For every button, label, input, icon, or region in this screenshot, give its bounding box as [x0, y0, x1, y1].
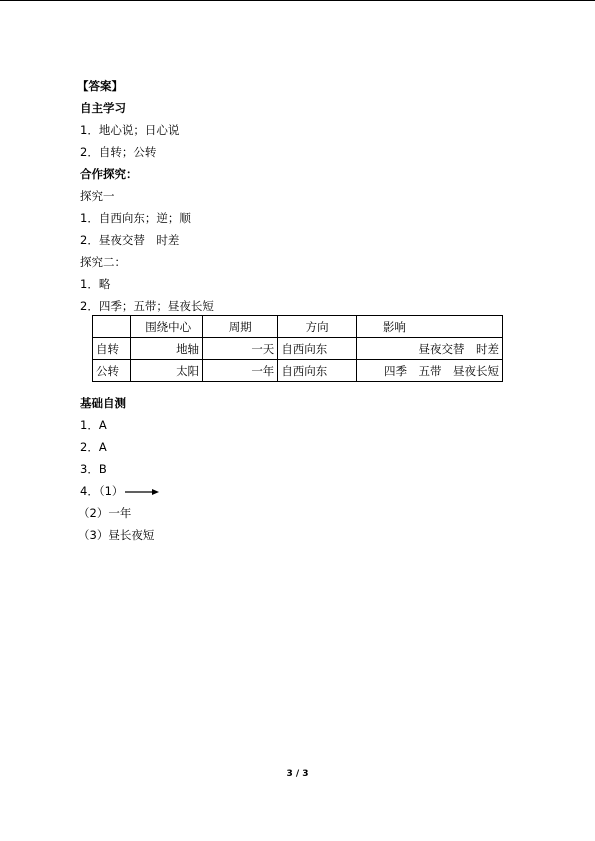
self-study-item: 1．地心说；日心说: [80, 123, 180, 137]
page-number: 3 / 3: [286, 769, 309, 779]
answer-heading: 【答案】: [77, 79, 123, 93]
basic-test-title: 基础自测: [80, 396, 126, 410]
basic-test-item: 2．A: [80, 440, 107, 454]
self-study-item: 2．自转；公转: [80, 145, 157, 159]
basic-test-item: （3）昼长夜短: [78, 528, 155, 542]
table-header-row: [93, 316, 503, 338]
table-cell: 一天: [203, 338, 278, 360]
table-header-cell: [93, 316, 131, 338]
self-study-title: 自主学习: [80, 101, 126, 115]
table-cell: 四季 五带 昼夜长短: [356, 360, 502, 382]
table-cell: 自转: [93, 338, 131, 360]
table-cell: 自西向东: [278, 360, 357, 382]
top-rule: [0, 0, 595, 1]
motion-table: [92, 315, 503, 382]
arrow-right-icon: [125, 488, 159, 496]
inquiry-one-item: 2．昼夜交替 时差: [80, 233, 180, 247]
basic-test-item: 1．A: [80, 418, 107, 432]
table-header-cell: 影响: [356, 316, 502, 338]
basic-test-item-4: [80, 484, 159, 498]
inquiry-two-title: 探究二：: [80, 255, 126, 269]
table-cell: 地轴: [131, 338, 203, 360]
inquiry-one-item: 1．自西向东；逆；顺: [80, 211, 191, 225]
table-cell: 昼夜交替 时差: [356, 338, 502, 360]
table-cell: 公转: [93, 360, 131, 382]
table-cell: 一年: [203, 360, 278, 382]
table-row: [93, 360, 503, 382]
table-row: [93, 338, 503, 360]
table-cell: 自西向东: [278, 338, 357, 360]
basic-test-item: 3．B: [80, 462, 107, 476]
table-cell: 太阳: [131, 360, 203, 382]
inquiry-two-item: 1．略: [80, 277, 111, 291]
inquiry-one-title: 探究一: [80, 189, 115, 203]
table-header-cell: 周期: [203, 316, 278, 338]
inquiry-two-item: 2．四季；五带；昼夜长短: [80, 299, 214, 313]
basic-test-item: （2）一年: [78, 506, 132, 520]
basic-test-item-label: 4．（1）: [80, 484, 124, 498]
table-header-cell: 围绕中心: [131, 316, 203, 338]
table-header-cell: 方向: [278, 316, 357, 338]
cooperative-title: 合作探究：: [80, 167, 138, 181]
